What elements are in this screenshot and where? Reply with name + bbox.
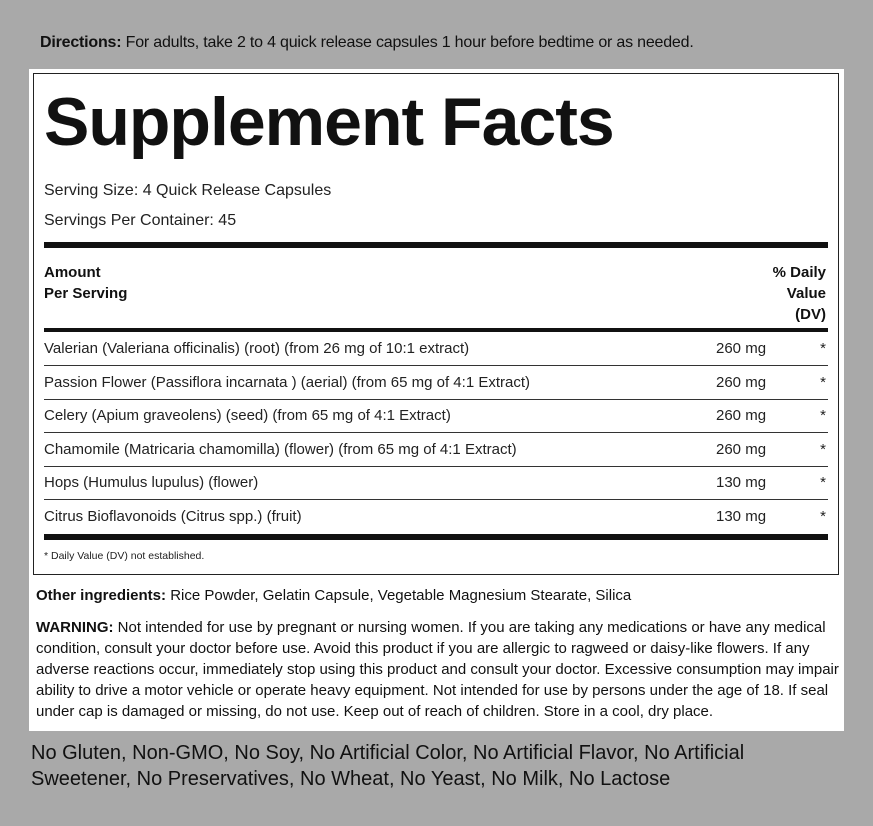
nutrient-amount: 260 mg [716, 340, 767, 357]
nutrient-dv: * [820, 340, 826, 357]
warning-text: Not intended for use by pregnant or nursing women. If you are taking any medications or have any medical condition, consult your doctor before use. Avoid this product if you are allergic to ragweed or daisy-like flowers. If any adverse reactions occur, immediately stop using this product and consult your doctor. Excessive consumption may impair ability to drive a motor vehicle or operate heavy equipment. Not intended for use by persons under the age of 18. If seal under cap is damaged or missing, do not use. Keep out of reach of children. Store in a cool, dry place. [36, 619, 839, 720]
supplement-facts-box [33, 73, 839, 575]
nutrient-amount: 130 mg [716, 508, 767, 525]
directions-text: For adults, take 2 to 4 quick release capsules 1 hour before bedtime or as needed. [125, 34, 694, 51]
nutrient-dv: * [820, 407, 826, 424]
other-ingredients-text: Rice Powder, Gelatin Capsule, Vegetable Magnesium Stearate, Silica [170, 587, 632, 604]
servings-per-container: Servings Per Container: 45 [44, 212, 237, 229]
other-ingredients-label: Other ingredients: [36, 587, 167, 604]
nutrient-name: Celery (Apium graveolens) (seed) (from 65 mg of 4:1 Extract) [44, 407, 451, 424]
directions [40, 33, 860, 53]
directions-label: Directions: [40, 34, 122, 51]
bottom-thick-divider [44, 534, 828, 540]
header-amount-line2: Per Serving [44, 285, 128, 302]
header-dv-line1: % Daily [772, 264, 826, 281]
nutrient-row [44, 466, 828, 499]
nutrient-amount: 130 mg [716, 474, 767, 491]
label-panel [29, 69, 844, 731]
other-ingredients [36, 586, 836, 606]
warning [36, 617, 841, 722]
header-daily-value [773, 262, 826, 325]
nutrient-name: Valerian (Valeriana officinalis) (root) (from 26 mg of 10:1 extract) [44, 340, 470, 357]
nutrient-amount: 260 mg [716, 407, 767, 424]
free-from-statement: No Gluten, Non-GMO, No Soy, No Artificial Color, No Artificial Flavor, No Artificial Sweetener, No Preservatives, No Wheat, No Yeast, No Milk, No Lactose [31, 742, 745, 790]
nutrient-name: Chamomile (Matricaria chamomilla) (flower) (from 65 mg of 4:1 Extract) [44, 441, 517, 458]
nutrient-name: Citrus Bioflavonoids (Citrus spp.) (fruit) [44, 508, 302, 525]
nutrient-name: Passion Flower (Passiflora incarnata ) (aerial) (from 65 mg of 4:1 Extract) [44, 374, 530, 391]
header-dv-line2: Value [786, 285, 826, 302]
nutrient-dv: * [820, 474, 826, 491]
nutrient-name: Hops (Humulus lupulus) (flower) [44, 474, 259, 491]
thick-divider [44, 242, 828, 248]
nutrient-amount: 260 mg [716, 441, 767, 458]
nutrient-row [44, 433, 828, 466]
nutrient-amount: 260 mg [716, 374, 767, 391]
nutrient-dv: * [820, 374, 826, 391]
header-amount [44, 262, 127, 304]
nutrient-row [44, 399, 828, 432]
nutrient-row [44, 366, 828, 399]
serving-size: Serving Size: 4 Quick Release Capsules [44, 182, 332, 199]
header-dv-line3: (DV) [795, 306, 826, 323]
header-amount-line1: Amount [44, 264, 101, 281]
warning-label: WARNING: [36, 619, 114, 636]
nutrient-row [44, 500, 828, 533]
dv-footnote: * Daily Value (DV) not established. [44, 550, 205, 562]
nutrient-row [44, 332, 828, 365]
nutrient-dv: * [820, 508, 826, 525]
facts-title: Supplement Facts [44, 84, 614, 160]
nutrient-dv: * [820, 441, 826, 458]
